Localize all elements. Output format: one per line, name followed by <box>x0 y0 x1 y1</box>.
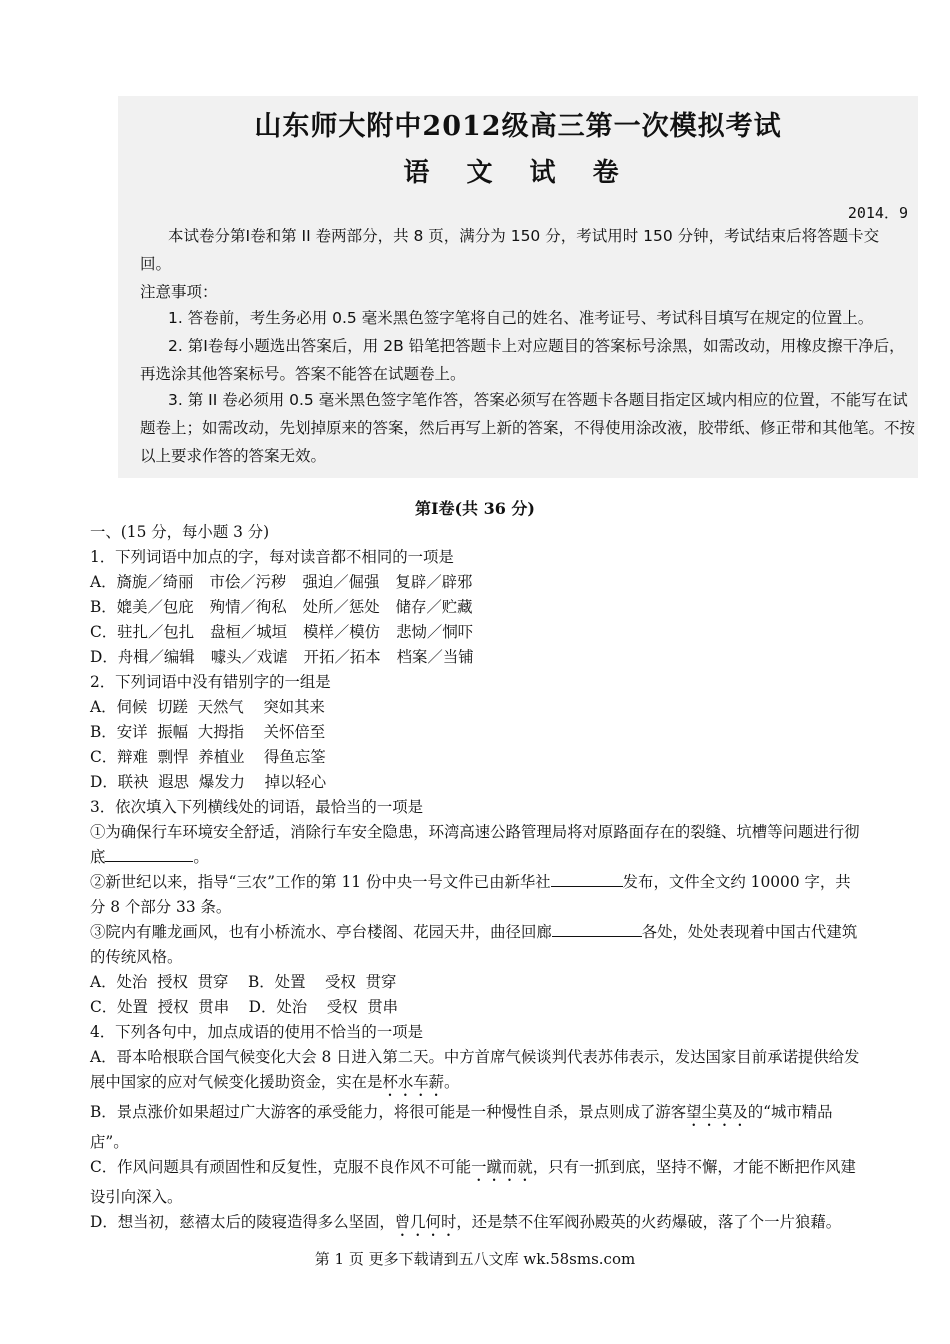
q1-stem: 1．下列词语中加点的字，每对读音都不相同的一项是 <box>90 548 454 566</box>
q3-options-ab: A．处治 授权 贯穿 B．处置 受权 贯穿 <box>90 973 397 991</box>
idiom-c: 一蹴而就 <box>471 1158 533 1176</box>
blank-3 <box>552 920 642 937</box>
idiom-a: 杯水车薪 <box>382 1073 445 1091</box>
scanned-header-image <box>118 96 918 478</box>
q4-option-a: A．哥本哈根联合国气候变化大会 8 日进入第二天。中方首席气候谈判代表苏伟表示，发达国家目前承诺提供给发展中国家的应对气候变化援助资金，实在是杯水车薪。 <box>90 1048 860 1091</box>
q1-option-d: D．舟楫／编辑 噱头／戏谑 开拓／拓本 档案／当铺 <box>90 648 474 666</box>
q1-option-a: A．旖旎／绮丽 市侩／污秽 强迫／倔强 复辟／辟邪 <box>90 573 473 591</box>
q3-sentence-2: ②新世纪以来，指导“三农”工作的第 11 份中央一号文件已由新华社 发布，文件全文约 10000 字，共分 8 个部分 33 条。 <box>90 870 865 920</box>
idiom-d: 曾几何时 <box>394 1213 457 1231</box>
q4-option-b: B．景点涨价如果超过广大游客的承受能力，将很可能是一种慢性自杀，景点则成了游客望尘莫及的“城市精品店”。 <box>90 1103 833 1151</box>
q4-option-c: C．作风问题具有顽固性和反复性，克服不良作风不可能一蹴而就，只有一抓到底，坚持不懈，才能不断把作风建设引向深入。 <box>90 1158 856 1206</box>
q3-options-cd: C．处置 授权 贯串 D．处治 受权 贯串 <box>90 998 399 1016</box>
exam-date: 2014．9 <box>847 204 908 222</box>
q4-stem: 4．下列各句中，加点成语的使用不恰当的一项是 <box>90 1023 423 1041</box>
page-footer: 第 1 页 更多下载请到五八文库 wk.58sms.com <box>314 1250 636 1268</box>
exam-subtitle: 语 文 试 卷 <box>403 158 633 188</box>
q2-option-a: A．伺候 切蹉 天然气 突如其来 <box>90 698 325 716</box>
q3-sentence-3: ③院内有雕龙画风，也有小桥流水、亭台楼阁、花园天井，曲径回廊 各处，处处表现着中国古代建筑的传统风格。 <box>90 920 865 970</box>
q3-stem: 3．依次填入下列横线处的词语，最恰当的一项是 <box>90 798 423 816</box>
section-title: 第Ⅰ卷(共 36 分) <box>414 499 536 518</box>
q4-option-d: D．想当初，慈禧太后的陵寝造得多么坚固，曾几何时，还是禁不住军阀孙殿英的火药爆破，落了个一片狼藉。 <box>90 1213 842 1231</box>
blank-1 <box>105 845 193 862</box>
blank-2 <box>551 870 623 887</box>
notice-item-2: 2. 第Ⅰ卷每小题选出答案后，用 2B 铅笔把答题卡上对应题目的答案标号涂黑，如需改动，用橡皮擦干净后，再选涂其他答案标号。答案不能答在试题卷上。 <box>140 337 905 383</box>
q2-stem: 2．下列词语中没有错别字的一组是 <box>90 673 331 691</box>
question-body <box>90 520 865 1240</box>
q1-option-b: B．媲美／包庇 殉情／徇私 处所／惩处 储存／贮藏 <box>90 598 473 616</box>
idiom-b: 望尘莫及 <box>686 1103 748 1121</box>
q2-option-c: C．辩难 剽悍 养植业 得鱼忘筌 <box>90 748 326 766</box>
exam-title: 山东师大附中2012级高三第一次模拟考试 <box>254 111 782 142</box>
q1-option-c: C．驻扎／包扎 盘桓／城垣 模样／模仿 悲恸／恫吓 <box>90 623 474 641</box>
q3-sentence-1: ①为确保行车环境安全舒适，消除行车安全隐患，环湾高速公路管理局将对原路面存在的裂缝、坑槽等问题进行彻底 。 <box>90 823 860 866</box>
q2-option-d: D．联袂 遐思 爆发力 掉以轻心 <box>90 773 327 791</box>
part-heading: 一、(15 分，每小题 3 分) <box>90 523 270 541</box>
notice-item-3: 3. 第 II 卷必须用 0.5 毫米黑色签字笔作答，答案必须写在答题卡各题目指定区域内相应的位置，不能写在试题卷上；如需改动，先划掉原来的答案，然后再写上新的答案，不得使用涂改液，胶带纸、修正带和其他笔。不按以上要求作答的答案无效。 <box>140 391 916 465</box>
q2-option-b: B．安详 振幅 大拇指 关怀倍至 <box>90 723 326 741</box>
notice-item-1: 1. 答卷前，考生务必用 0.5 毫米黑色签字笔将自己的姓名、准考证号、考试科目填写在规定的位置上。 <box>168 309 874 327</box>
notice-heading: 注意事项： <box>140 283 218 301</box>
intro-paragraph: 本试卷分第Ⅰ卷和第 II 卷两部分，共 8 页，满分为 150 分，考试用时 150 分钟，考试结束后将答题卡交回。 <box>140 227 880 273</box>
